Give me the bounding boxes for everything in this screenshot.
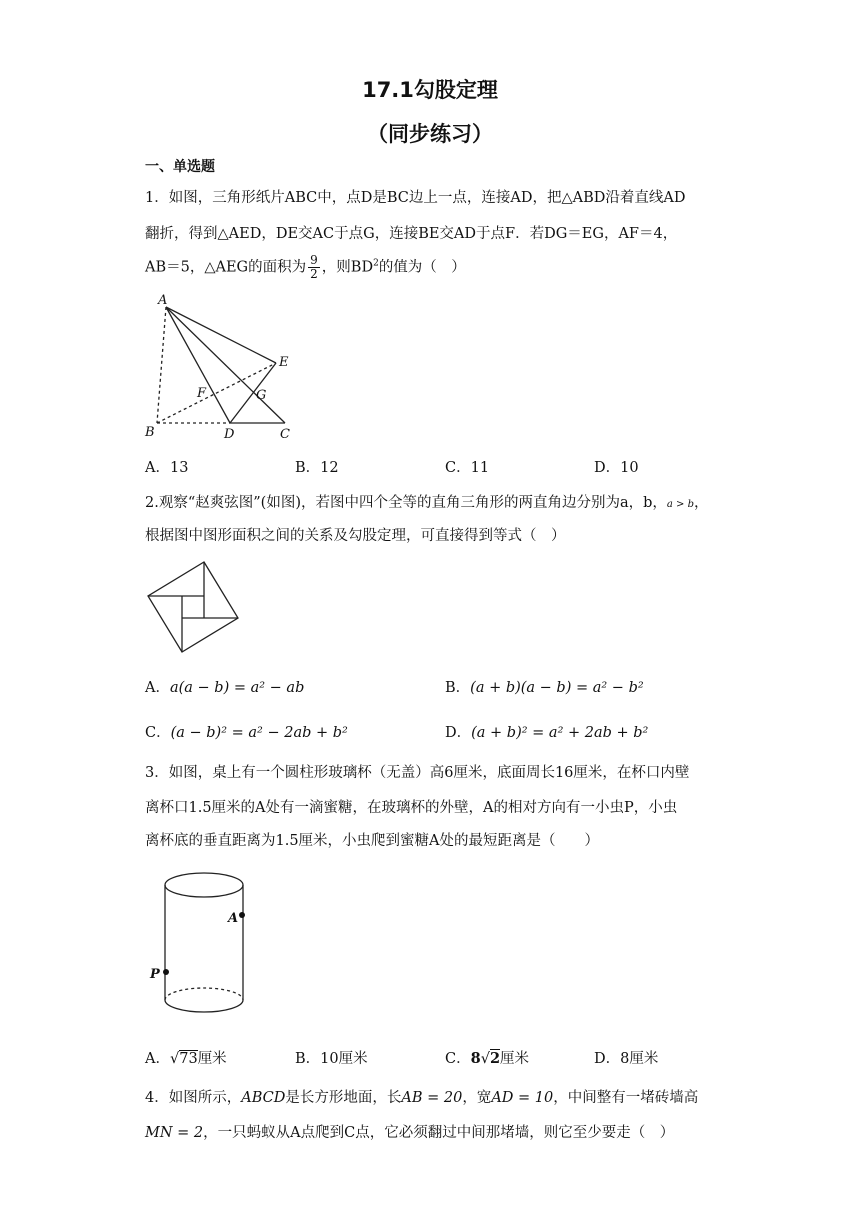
q2-line-1-small: a > b (666, 499, 695, 510)
q1-line-3-a: AB＝5，△AEG的面积为 (145, 259, 307, 276)
q1-fraction (308, 254, 320, 281)
q2-option-b[interactable] (445, 676, 644, 697)
q2-line-1 (145, 491, 709, 512)
q4-line-1-b: ABCD (241, 1090, 286, 1106)
q3-option-d[interactable]: D．8厘米 (594, 1051, 659, 1067)
q3-label-p: P (150, 967, 160, 982)
q2-option-b-expr: (a + b)(a − b) = a² − b² (470, 680, 644, 696)
q1-label-e: E (279, 355, 289, 370)
q4-line-1-d: AB = 20 (401, 1090, 463, 1106)
q1-label-c: C (280, 427, 290, 442)
sqrt-icon: √ (169, 1051, 180, 1067)
q3-figure-cylinder (145, 868, 255, 1018)
q2-line-2: 根据图中图形面积之间的关系及勾股定理，可直接得到等式（ ） (145, 528, 566, 544)
q4-line-1-f: AD = 10 (491, 1090, 554, 1106)
q3-option-c[interactable] (445, 1047, 529, 1068)
q2-option-d[interactable] (445, 721, 648, 742)
q1-figure (140, 290, 310, 440)
q2-option-c-expr: (a − b)² = a² − 2ab + b² (170, 725, 348, 741)
q4-line-1 (145, 1086, 698, 1107)
q2-line-1-b: ， (694, 495, 709, 511)
q2-option-d-expr: (a + b)² = a² + 2ab + b² (471, 725, 649, 741)
q3-option-c-unit: 厘米 (500, 1051, 530, 1067)
q3-option-a-root: 73 (179, 1051, 198, 1067)
q1-option-c[interactable]: C．11 (445, 460, 490, 476)
q3-option-a-unit: 厘米 (197, 1051, 227, 1067)
q4-line-2 (145, 1121, 674, 1142)
q4-line-2-b: ，一只蚂蚁从A点爬到C点，它必须翻过中间那堵墙，则它至少要走（ ） (203, 1125, 675, 1141)
q2-option-a-label: A． (145, 680, 170, 696)
section-title: 一、单选题 (145, 159, 215, 175)
q3-option-a[interactable] (145, 1047, 227, 1068)
q1-label-b: B (145, 425, 155, 440)
q2-option-c-label: C． (145, 725, 171, 741)
page-subtitle: （同步练习） (367, 122, 493, 146)
q4-line-1-a: 4．如图所示， (145, 1090, 242, 1106)
q3-label-a: A (228, 911, 239, 926)
q2-option-a[interactable] (145, 676, 304, 697)
q3-option-c-label: C． (445, 1051, 471, 1067)
q3-option-b[interactable]: B．10厘米 (295, 1051, 368, 1067)
q1-line-1: 1．如图，三角形纸片ABC中，点D是BC边上一点，连接AD，把△ABD沿着直线AD (145, 190, 686, 206)
q2-option-b-label: B． (445, 680, 471, 696)
q1-label-g: G (256, 388, 267, 403)
q1-fraction-num: 9 (310, 253, 318, 267)
q2-option-a-expr: a(a − b) = a² − ab (169, 680, 305, 696)
q2-line-1-a: 2.观察“赵爽弦图”(如图)，若图中四个全等的直角三角形的两直角边分别为a，b， (145, 495, 667, 511)
q4-line-1-e: ，宽 (462, 1090, 492, 1106)
sqrt-icon: √ (480, 1051, 490, 1067)
q4-line-1-g: ，中间整有一堵砖墙高 (553, 1090, 699, 1106)
q4-line-1-c: 是长方形地面，长 (285, 1090, 402, 1106)
q3-option-c-coef: 8 (470, 1050, 481, 1067)
q1-option-b[interactable]: B．12 (295, 460, 339, 476)
q1-line-2: 翻折，得到△AED，DE交AC于点G，连接BE交AD于点F．若DG＝EG，AF＝4， (145, 226, 678, 242)
q1-line-3-c: 的值为（ ） (378, 259, 466, 276)
q3-line-3: 离杯底的垂直距离为1.5厘米，小虫爬到蜜糖A处的最短距离是（ ） (145, 833, 600, 849)
q1-label-a: A (158, 293, 168, 308)
q3-line-1: 3．如图，桌上有一个圆柱形玻璃杯（无盖）高6厘米，底面周长16厘米，在杯口内壁 (145, 765, 690, 781)
q1-line-3 (145, 254, 466, 281)
q1-fraction-den: 2 (310, 267, 318, 281)
q1-option-d[interactable]: D．10 (594, 460, 639, 476)
q4-line-2-a: MN = 2 (145, 1125, 204, 1141)
q2-figure-zhao-shuang (146, 560, 241, 655)
q1-option-a[interactable]: A．13 (145, 460, 189, 476)
q1-line-3-b: ，则BD (321, 259, 374, 276)
q1-sup: 2 (373, 258, 379, 269)
q1-label-d: D (224, 427, 235, 442)
q2-option-d-label: D． (445, 725, 472, 741)
q3-line-2: 离杯口1.5厘米的A处有一滴蜜糖，在玻璃杯的外壁，A的相对方向有一小虫P，小虫 (145, 800, 678, 816)
q1-label-f: F (197, 386, 207, 401)
q2-option-c[interactable] (145, 721, 348, 742)
q3-option-a-label: A． (145, 1051, 170, 1067)
q3-option-c-root: 2 (489, 1050, 501, 1067)
page-title: 17.1勾股定理 (362, 78, 498, 102)
